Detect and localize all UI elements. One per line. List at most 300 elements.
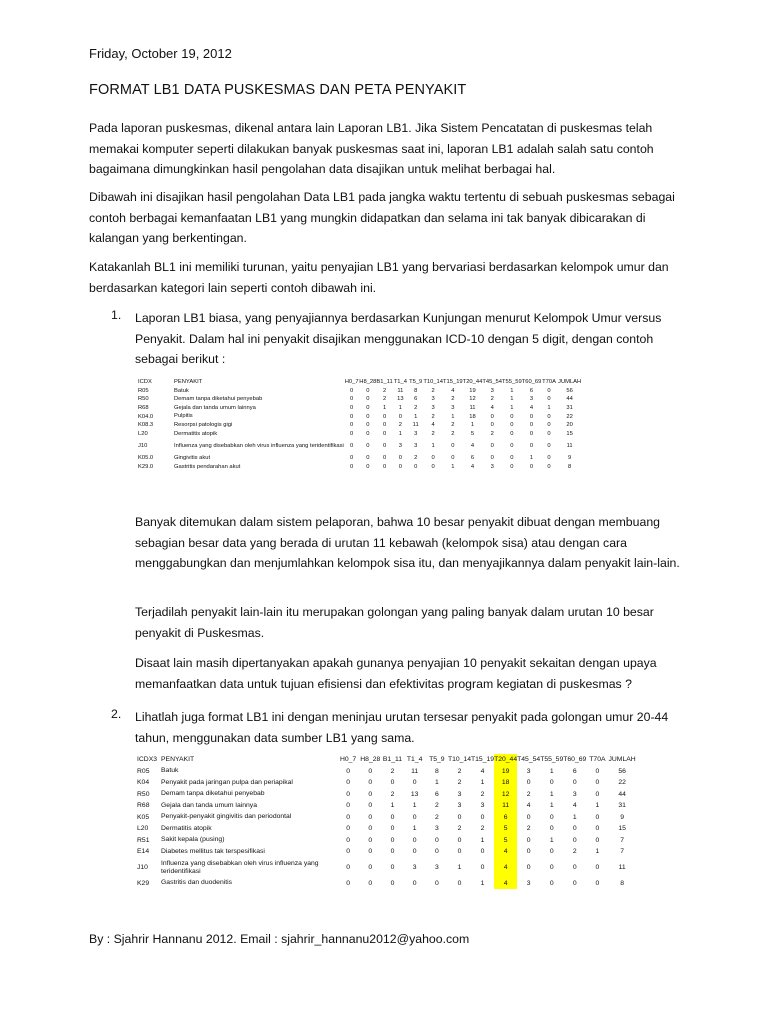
intro-paragraph-3: Katakanlah BL1 ini memiliki turunan, yaitu penyajian LB1 yang bervariasi berdasarkan kelompok umur dan berdasarkan kategori lain seperti contoh dibawah ini. (89, 260, 669, 295)
header-t10-14: T10_14 (423, 379, 443, 386)
count-cell: 11 (566, 443, 573, 450)
header-t5-9: T5_9 (429, 756, 445, 764)
count-cell: 0 (368, 836, 373, 844)
header-t70a: T70A (542, 379, 556, 386)
count-cell: 2 (414, 405, 418, 412)
count-cell: 0 (390, 879, 395, 887)
count-cell: 1 (480, 779, 485, 787)
intro-paragraph-2: Dibawah ini disajikan hasil pengolahan Data LB1 pada jangka waktu tertentu di sebuah puskesmas sebagai contoh berbagai kemanfaatan LB1 yang mungkin didapatkan dan selama ini tak banyak dibicarakan di kalangan yang berkentingan. (89, 190, 675, 245)
count-cell: 0 (431, 464, 435, 471)
document-date: Friday, October 19, 2012 (89, 46, 232, 61)
count-cell: 6 (470, 455, 475, 462)
list-item-1-text: Laporan LB1 biasa, yang penyajiannya berdasarkan Kunjungan menurut Kelompok Umur versus Penyakit. Dalam hal ini penyakit disajikan menggunakan ICD-10 dengan 5 digit, dengan contoh sebagai berikut : (135, 311, 662, 366)
count-cell: 0 (526, 836, 531, 844)
count-cell: 15 (618, 825, 626, 833)
count-cell: 1 (549, 836, 554, 844)
document-title: FORMAT LB1 DATA PUSKESMAS DAN PETA PENYAKIT (89, 82, 467, 98)
count-cell: 18 (469, 413, 476, 420)
count-cell: 4 (490, 405, 494, 412)
count-cell: 4 (431, 422, 435, 429)
count-cell: 0 (346, 802, 350, 810)
table-row (138, 404, 583, 413)
count-cell: 1 (547, 405, 551, 412)
header-penyakit: PENYAKIT (174, 379, 203, 386)
count-cell: 0 (412, 836, 417, 844)
count-cell: 3 (529, 396, 534, 403)
lb1-table-standard (138, 378, 583, 471)
count-cell: 1 (549, 790, 554, 798)
count-cell: 0 (346, 836, 350, 844)
disease-name-cell: Pulpitis (174, 413, 193, 420)
count-cell: 0 (398, 413, 402, 420)
count-cell: 4 (470, 443, 475, 450)
count-cell: 6 (494, 812, 517, 824)
count-cell: 0 (526, 848, 531, 856)
count-cell: 56 (618, 767, 626, 775)
icd-code-cell: R68 (137, 802, 150, 810)
count-cell: 0 (368, 825, 373, 833)
count-cell: 13 (397, 396, 404, 403)
count-cell: 4 (572, 802, 577, 810)
count-cell: 0 (368, 813, 373, 821)
table-row (137, 823, 636, 835)
count-cell: 0 (412, 813, 417, 821)
count-cell: 1 (480, 836, 485, 844)
table-row (137, 812, 636, 824)
count-cell: 0 (529, 443, 534, 450)
count-cell: 1 (510, 387, 514, 394)
disease-name-cell: Demam tanpa diketahui penyebab (174, 396, 263, 403)
count-cell: 0 (510, 455, 514, 462)
count-cell: 2 (572, 848, 577, 856)
count-cell: 4 (480, 767, 485, 775)
count-cell: 1 (434, 779, 439, 787)
count-cell: 0 (368, 802, 373, 810)
count-cell: 2 (451, 430, 455, 437)
header-h0-7: H0_7 (344, 379, 359, 386)
disease-name-cell: Gingivitis akut (174, 455, 211, 462)
count-cell: 7 (620, 836, 624, 844)
count-cell: 0 (510, 413, 514, 420)
count-cell: 0 (368, 790, 373, 798)
count-cell: 1 (398, 430, 402, 437)
count-cell: 3 (457, 802, 462, 810)
count-cell: 3 (434, 864, 439, 871)
count-cell: 0 (414, 464, 418, 471)
count-cell: 2 (414, 455, 418, 462)
count-cell: 2 (434, 813, 439, 821)
count-cell: 0 (346, 879, 350, 887)
author-footer: By : Sjahrir Hannanu 2012. Email : sjahrir_hannanu2012@yahoo.com (89, 932, 470, 946)
count-cell: 0 (350, 430, 354, 437)
count-cell: 0 (490, 422, 494, 429)
count-cell: 22 (566, 413, 573, 420)
disease-name-cell: Demam tanpa diketahui penyebab (161, 790, 265, 798)
count-cell: 0 (595, 879, 600, 887)
count-cell: 4 (526, 802, 531, 810)
header-t60-69: T60_69 (563, 756, 587, 764)
header-jumlah: JUMLAH (608, 756, 636, 764)
count-cell: 11 (618, 864, 626, 871)
icd-code-cell: R05 (138, 387, 149, 394)
header-t10-14: T10_14 (447, 756, 471, 764)
count-cell: 44 (566, 396, 573, 403)
header-t45-54: T45_54 (482, 379, 503, 386)
count-cell: 0 (346, 825, 350, 833)
count-cell: 8 (434, 767, 439, 775)
count-cell: 1 (549, 802, 554, 810)
icd-code-cell: K29.0 (138, 464, 154, 471)
count-cell: 2 (431, 387, 435, 394)
count-cell: 0 (547, 413, 551, 420)
count-cell: 0 (451, 455, 455, 462)
count-cell: 2 (382, 396, 387, 403)
count-cell: 2 (431, 413, 435, 420)
count-cell: 0 (549, 813, 554, 821)
count-cell: 1 (457, 864, 462, 871)
count-cell: 0 (529, 464, 534, 471)
count-cell: 0 (382, 455, 387, 462)
count-cell: 0 (595, 825, 600, 833)
table-row (137, 789, 636, 801)
count-cell: 1 (390, 802, 395, 810)
count-cell: 0 (350, 464, 354, 471)
count-cell: 0 (529, 430, 534, 437)
table-row (138, 454, 583, 463)
disease-name-cell: Resorpsi patologis gigi (174, 422, 233, 429)
count-cell: 0 (480, 813, 485, 821)
count-cell: 0 (382, 443, 387, 450)
count-cell: 0 (368, 779, 373, 787)
count-cell: 0 (346, 790, 350, 798)
count-cell: 0 (510, 443, 514, 450)
count-cell: 6 (572, 767, 577, 775)
count-cell: 0 (368, 848, 373, 856)
header-jumlah: JUMLAH (558, 379, 582, 386)
icd-code-cell: R68 (138, 405, 149, 412)
count-cell: 2 (457, 825, 462, 833)
icd-code-cell: R50 (138, 396, 149, 403)
count-cell: 1 (480, 879, 485, 887)
count-cell: 3 (480, 802, 485, 810)
table-row (137, 878, 636, 890)
count-cell: 3 (414, 443, 418, 450)
count-cell: 2 (451, 422, 455, 429)
table-row (138, 412, 583, 421)
count-cell: 0 (490, 413, 494, 420)
count-cell: 0 (346, 779, 350, 787)
count-cell: 2 (480, 790, 485, 798)
header-t70a: T70A (589, 756, 606, 764)
header-icdx: ICDX (138, 379, 152, 386)
count-cell: 0 (366, 405, 370, 412)
count-cell: 9 (620, 813, 624, 821)
count-cell: 1 (412, 802, 417, 810)
count-cell: 11 (412, 422, 419, 429)
count-cell: 0 (434, 879, 439, 887)
count-cell: 0 (390, 813, 395, 821)
count-cell: 3 (457, 790, 462, 798)
header-b1-11: B1_11 (382, 756, 403, 764)
icd-code-cell: K04 (137, 779, 150, 787)
count-cell: 8 (620, 879, 624, 887)
count-cell: 0 (346, 767, 350, 775)
count-cell: 1 (398, 405, 402, 412)
sub-paragraph-1: Banyak ditemukan dalam sistem pelaporan, bahwa 10 besar penyakit dibuat dengan membuang sebagian besar data yang berada di urutan 11 kebawah (kelompok sisa) atau dengan cara menggabungkan dan menjumlahkan kelompok sisa itu, dan menyajikannya dalam penyakit lain-lain. (135, 515, 680, 570)
header-t20-44: T20_44 (462, 379, 483, 386)
header-t1-4: T1_4 (406, 756, 423, 764)
icd-code-cell: L20 (137, 825, 149, 833)
count-cell: 0 (350, 405, 354, 412)
count-cell: 0 (510, 430, 514, 437)
count-cell: 0 (547, 430, 551, 437)
count-cell: 0 (434, 848, 439, 856)
header-penyakit: PENYAKIT (161, 755, 195, 763)
count-cell: 8 (568, 464, 572, 471)
count-cell: 0 (350, 455, 354, 462)
count-cell: 0 (412, 779, 417, 787)
count-cell: 1 (549, 767, 554, 775)
count-cell: 3 (398, 443, 402, 450)
count-cell: 0 (366, 464, 370, 471)
disease-name-cell: Influenza yang disebabkan oleh virus influenza yang teridentifikasi (161, 859, 319, 875)
count-cell: 0 (412, 848, 417, 856)
table-header-row (138, 378, 583, 387)
count-cell: 2 (457, 779, 462, 787)
count-cell: 1 (382, 405, 387, 412)
sub-paragraph-3: Disaat lain masih dipertanyakan apakah gunanya penyajian 10 penyakit sekaitan dengan upaya memanfaatkan data untuk tujuan efisiensi dan efektivitas program kegiatan di puskesmas ? (135, 656, 657, 691)
header-b1-11: B1_11 (376, 379, 393, 386)
count-cell: 22 (618, 779, 626, 787)
table-row (137, 858, 636, 878)
count-cell: 0 (595, 864, 600, 871)
count-cell: 5 (470, 430, 475, 437)
count-cell: 4 (451, 387, 455, 394)
count-cell: 19 (469, 387, 476, 394)
header-t1-4: T1_4 (393, 379, 407, 386)
count-cell: 0 (366, 396, 370, 403)
count-cell: 0 (412, 879, 417, 887)
count-cell: 1 (595, 848, 600, 856)
icd-code-cell: K29 (137, 879, 150, 887)
count-cell: 1 (414, 413, 418, 420)
header-t45-54: T45_54 (517, 756, 541, 764)
table-body (137, 766, 636, 890)
table-row (137, 777, 636, 789)
count-cell: 2 (490, 430, 494, 437)
count-cell: 2 (480, 825, 485, 833)
count-cell: 0 (457, 813, 462, 821)
count-cell: 4 (494, 858, 517, 878)
count-cell: 3 (412, 864, 417, 871)
header-t55-59: T55_59 (540, 756, 564, 764)
header-h8-28: H8_28 (360, 756, 381, 764)
table-row (138, 395, 583, 404)
icd-code-cell: K04.0 (138, 413, 154, 420)
header-t20-44-highlighted: T20_44 (494, 754, 517, 766)
count-cell: 0 (431, 455, 435, 462)
count-cell: 3 (526, 767, 531, 775)
header-t15-19: T15_19 (443, 379, 463, 386)
icd-code-cell: R05 (137, 767, 150, 775)
count-cell: 3 (490, 464, 494, 471)
count-cell: 0 (382, 413, 387, 420)
table-row (137, 835, 636, 847)
count-cell: 0 (572, 825, 577, 833)
count-cell: 0 (595, 836, 600, 844)
count-cell: 4 (494, 846, 517, 858)
table-row (138, 430, 583, 439)
count-cell: 12 (494, 789, 517, 801)
count-cell: 0 (510, 464, 514, 471)
count-cell: 0 (595, 767, 600, 775)
count-cell: 0 (366, 443, 370, 450)
count-cell: 0 (368, 767, 373, 775)
count-cell: 1 (510, 405, 514, 412)
count-cell: 11 (494, 800, 517, 812)
header-h0-7: H0_7 (339, 756, 357, 764)
count-cell: 1 (470, 422, 475, 429)
count-cell: 1 (510, 396, 514, 403)
count-cell: 0 (490, 443, 494, 450)
count-cell: 20 (566, 422, 573, 429)
list-item-2-number: 2. (111, 707, 122, 721)
count-cell: 1 (431, 443, 435, 450)
count-cell: 1 (572, 813, 577, 821)
count-cell: 0 (595, 813, 600, 821)
count-cell: 0 (547, 396, 551, 403)
count-cell: 0 (572, 879, 577, 887)
header-t5-9: T5_9 (409, 379, 423, 386)
count-cell: 0 (350, 443, 354, 450)
disease-name-cell: Influenza yang disebabkan oleh virus influenza yang teridentifikasi (174, 442, 344, 449)
header-t60-69: T60_69 (521, 379, 542, 386)
count-cell: 0 (529, 413, 534, 420)
count-cell: 0 (526, 864, 531, 871)
count-cell: 0 (366, 413, 370, 420)
count-cell: 31 (618, 802, 626, 810)
icd-code-cell: R51 (137, 836, 150, 844)
count-cell: 0 (526, 779, 531, 787)
count-cell: 0 (434, 836, 439, 844)
count-cell: 0 (526, 813, 531, 821)
count-cell: 2 (457, 767, 462, 775)
count-cell: 1 (412, 825, 417, 833)
count-cell: 0 (529, 422, 534, 429)
disease-name-cell: Batuk (161, 767, 179, 775)
count-cell: 0 (510, 422, 514, 429)
icd-code-cell: J10 (137, 864, 148, 871)
count-cell: 2 (390, 790, 395, 798)
count-cell: 5 (494, 835, 517, 847)
count-cell: 31 (566, 405, 573, 412)
disease-name-cell: Penyakit-penyakit gingivitis dan periodontal (161, 813, 292, 821)
count-cell: 0 (547, 443, 551, 450)
count-cell: 0 (390, 779, 395, 787)
table-row (138, 387, 583, 396)
count-cell: 3 (572, 790, 577, 798)
count-cell: 0 (549, 848, 554, 856)
count-cell: 0 (480, 864, 485, 871)
sub-paragraph-2: Terjadilah penyakit lain-lain itu merupakan golongan yang paling banyak dalam urutan 10 besar penyakit di Puskesmas. (135, 605, 654, 640)
disease-name-cell: Batuk (174, 387, 189, 394)
count-cell: 0 (390, 864, 395, 871)
count-cell: 56 (566, 387, 573, 394)
header-t15-19: T15_19 (471, 756, 495, 764)
count-cell: 0 (366, 387, 370, 394)
count-cell: 15 (566, 430, 573, 437)
count-cell: 0 (382, 422, 387, 429)
count-cell: 0 (457, 848, 462, 856)
count-cell: 4 (470, 464, 475, 471)
count-cell: 0 (350, 413, 354, 420)
count-cell: 3 (431, 396, 435, 403)
count-cell: 0 (595, 779, 600, 787)
icd-code-cell: K05.0 (138, 455, 154, 462)
count-cell: 2 (390, 767, 395, 775)
count-cell: 2 (382, 387, 387, 394)
count-cell: 3 (526, 879, 531, 887)
count-cell: 2 (398, 422, 402, 429)
count-cell: 0 (382, 430, 387, 437)
count-cell: 1 (595, 802, 600, 810)
count-cell: 0 (457, 879, 462, 887)
count-cell: 0 (346, 848, 350, 856)
count-cell: 11 (469, 405, 476, 412)
count-cell: 0 (368, 879, 373, 887)
count-cell: 0 (366, 455, 370, 462)
count-cell: 7 (620, 848, 624, 856)
count-cell: 0 (382, 464, 387, 471)
count-cell: 0 (390, 825, 395, 833)
count-cell: 0 (490, 455, 494, 462)
count-cell: 0 (547, 422, 551, 429)
icd-code-cell: K05 (137, 813, 150, 821)
count-cell: 0 (457, 836, 462, 844)
count-cell: 6 (414, 396, 418, 403)
list-item-1-number: 1. (111, 308, 122, 322)
table-row (137, 800, 636, 812)
count-cell: 13 (410, 790, 419, 798)
count-cell: 11 (411, 767, 419, 775)
count-cell: 2 (431, 430, 435, 437)
count-cell: 0 (549, 879, 554, 887)
count-cell: 0 (572, 864, 577, 871)
disease-name-cell: Gastritis dan duodenitis (161, 879, 233, 887)
list-item-2-text: Lihatlah juga format LB1 ini dengan meninjau urutan tersesar penyakit pada golongan umur 20-44 tahun, menggunakan data sumber LB1 yang sama. (135, 710, 669, 745)
count-cell: 0 (346, 813, 350, 821)
count-cell: 0 (451, 443, 455, 450)
count-cell: 3 (431, 405, 435, 412)
count-cell: 0 (480, 848, 485, 856)
count-cell: 0 (549, 779, 554, 787)
lb1-table-sorted-20-44 (137, 754, 636, 889)
count-cell: 0 (398, 464, 402, 471)
disease-name-cell: Dermatitis atopik (174, 430, 218, 437)
count-cell: 18 (494, 777, 517, 789)
count-cell: 19 (494, 766, 517, 778)
disease-name-cell: Dermatitis atopik (161, 824, 212, 832)
disease-name-cell: Diabetes mellitus tak terspesifikasi (161, 847, 265, 855)
table-header-row (137, 754, 636, 766)
icd-code-cell: K08.3 (138, 422, 154, 429)
count-cell: 0 (547, 464, 551, 471)
count-cell: 9 (568, 455, 572, 462)
table-row (137, 766, 636, 778)
count-cell: 0 (572, 779, 577, 787)
count-cell: 0 (368, 864, 373, 871)
count-cell: 0 (350, 422, 354, 429)
